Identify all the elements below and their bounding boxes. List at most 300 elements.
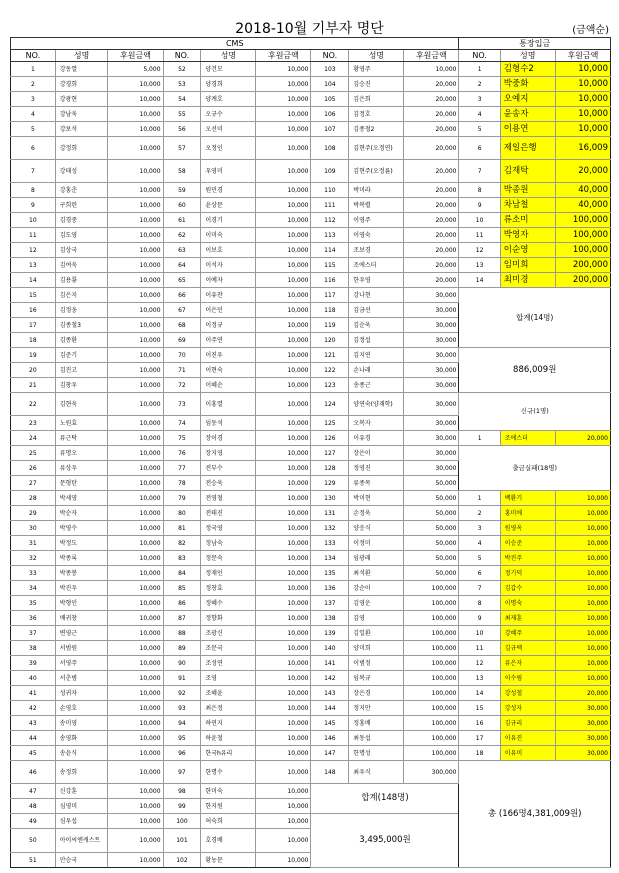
cms-row-no: 109	[311, 160, 349, 183]
bank-row-amount: 40,000	[555, 183, 610, 198]
cms-row-no: 134	[311, 551, 349, 566]
cms-row-name: 이석자	[201, 258, 256, 273]
withdrawal-row-no: 10	[459, 626, 500, 641]
cms-row-no: 76	[163, 446, 201, 461]
cms-row-amount: 50,000	[404, 476, 459, 491]
cms-row-name: 김금선	[349, 303, 404, 318]
cms-row-no: 45	[11, 746, 56, 761]
cms-row-amount: 10,000	[256, 566, 311, 581]
cms-row-amount: 50,000	[404, 551, 459, 566]
cms-row-name: 원민경	[201, 183, 256, 198]
cms-row-no: 2	[11, 77, 56, 92]
cms-row-name: 박종봉	[55, 566, 108, 581]
cms-row-amount: 50,000	[404, 491, 459, 506]
cms-row-name: 한국h유리	[201, 746, 256, 761]
column-header-no: NO.	[163, 50, 201, 62]
withdrawal-row-amount: 10,000	[555, 566, 610, 581]
cms-row-amount: 10,000	[108, 829, 163, 853]
cms-row-name: 황농문	[201, 853, 256, 868]
cms-row-no: 122	[311, 363, 349, 378]
cms-row-name: 변영근	[55, 626, 108, 641]
cms-row-name: 정창효	[201, 581, 256, 596]
cms-row-no: 82	[163, 536, 201, 551]
cms-row-amount: 10,000	[256, 829, 311, 853]
cms-row-amount: 10,000	[108, 378, 163, 393]
cms-row-no: 126	[311, 431, 349, 446]
cms-row-no: 49	[11, 814, 56, 829]
cms-row-amount: 10,000	[108, 581, 163, 596]
cms-row-name: 아이씨엔캐스트	[55, 829, 108, 853]
cms-row-no: 136	[311, 581, 349, 596]
cms-row-name: 한명성	[349, 746, 404, 761]
cms-row-amount: 10,000	[256, 137, 311, 160]
cms-row-no: 101	[163, 829, 201, 853]
cms-row-no: 28	[11, 491, 56, 506]
cms-row-amount: 10,000	[256, 626, 311, 641]
cms-row-amount: 100,000	[404, 716, 459, 731]
bank-row-no: 14	[459, 273, 500, 288]
cms-row-no: 64	[163, 258, 201, 273]
cms-row-name: 한명수	[201, 761, 256, 784]
cms-row-name: 김경중	[55, 213, 108, 228]
cms-row-name: 오복자	[349, 416, 404, 431]
withdrawal-row-name: 정기덕	[500, 566, 555, 581]
cms-row-amount: 10,000	[108, 318, 163, 333]
cms-row-amount: 10,000	[108, 521, 163, 536]
cms-row-amount: 10,000	[256, 551, 311, 566]
cms-row-no: 11	[11, 228, 56, 243]
cms-row-no: 100	[163, 814, 201, 829]
cms-row-name: 이홍열	[201, 393, 256, 416]
cms-row-amount: 100,000	[404, 626, 459, 641]
cms-row-name: 조문국	[201, 641, 256, 656]
cms-row-no: 30	[11, 521, 56, 536]
cms-row-name: 우영미	[201, 160, 256, 183]
cms-row-amount: 10,000	[256, 784, 311, 799]
bank-row-amount: 200,000	[555, 258, 610, 273]
cms-row-amount: 20,000	[404, 198, 459, 213]
cms-row-no: 40	[11, 671, 56, 686]
withdrawal-row-amount: 10,000	[555, 641, 610, 656]
cms-row-amount: 100,000	[404, 701, 459, 716]
cms-row-no: 48	[11, 799, 56, 814]
cms-row-amount: 10,000	[108, 611, 163, 626]
withdrawal-row-amount: 10,000	[555, 551, 610, 566]
cms-row-amount: 20,000	[404, 228, 459, 243]
cms-row-no: 10	[11, 213, 56, 228]
cms-row-amount: 10,000	[256, 416, 311, 431]
cms-row-amount: 10,000	[108, 228, 163, 243]
cms-row-name: 최은정	[201, 701, 256, 716]
cms-row-amount: 10,000	[108, 746, 163, 761]
grand-total: 총 (166명4,381,009원)	[459, 761, 611, 868]
bank-row-no: 1	[459, 62, 500, 77]
cms-row-amount: 10,000	[256, 716, 311, 731]
cms-row-amount: 10,000	[108, 243, 163, 258]
cms-row-name: 배귀창	[55, 611, 108, 626]
bank-row-name: 최미경	[500, 273, 555, 288]
cms-row-name: 김진고	[55, 363, 108, 378]
cms-row-amount: 10,000	[108, 716, 163, 731]
new-donor-amount: 20,000	[555, 431, 610, 446]
cms-row-no: 114	[311, 243, 349, 258]
cms-row-no: 123	[311, 378, 349, 393]
bank-row-amount: 16,009	[555, 137, 610, 160]
cms-row-amount: 10,000	[256, 536, 311, 551]
cms-row-amount: 10,000	[256, 107, 311, 122]
bank-row-amount: 100,000	[555, 243, 610, 258]
cms-row-no: 115	[311, 258, 349, 273]
cms-row-name: 전부수	[201, 461, 256, 476]
cms-row-name: 한우영	[349, 273, 404, 288]
cms-row-no: 92	[163, 686, 201, 701]
cms-row-no: 148	[311, 761, 349, 784]
cms-row-amount: 10,000	[108, 137, 163, 160]
cms-row-name: 정남숙	[201, 536, 256, 551]
cms-row-name: 최동섭	[349, 731, 404, 746]
cms-row-amount: 10,000	[108, 160, 163, 183]
cms-row-no: 86	[163, 596, 201, 611]
cms-row-amount: 10,000	[108, 536, 163, 551]
cms-row-name: 김은희	[349, 92, 404, 107]
cms-row-amount: 10,000	[108, 348, 163, 363]
cms-row-amount: 10,000	[108, 784, 163, 799]
cms-row-name: 장은경	[349, 686, 404, 701]
cms-row-name: 정국영	[201, 521, 256, 536]
cms-row-no: 77	[163, 461, 201, 476]
cms-row-name: 강정희	[55, 137, 108, 160]
cms-row-no: 19	[11, 348, 56, 363]
cms-row-name: 허숙희	[201, 814, 256, 829]
cms-row-amount: 10,000	[108, 363, 163, 378]
withdrawal-row-no: 6	[459, 566, 500, 581]
bank-row-name: 오예지	[500, 92, 555, 107]
cms-row-name: 강나현	[349, 288, 404, 303]
cms-row-name: 김일환	[349, 626, 404, 641]
cms-row-name: 양연숙(양재학)	[349, 393, 404, 416]
cms-row-no: 143	[311, 686, 349, 701]
cms-row-name: 강태성	[55, 160, 108, 183]
cms-row-amount: 10,000	[256, 476, 311, 491]
bank-row-no: 6	[459, 137, 500, 160]
cms-row-no: 141	[311, 656, 349, 671]
cms-row-name: 하윤철	[201, 731, 256, 746]
cms-row-amount: 10,000	[256, 160, 311, 183]
cms-row-no: 135	[311, 566, 349, 581]
column-header-amount: 후원금액	[256, 50, 311, 62]
cms-row-name: 박미현	[349, 491, 404, 506]
cms-row-amount: 10,000	[108, 446, 163, 461]
cms-row-name: 김영운	[349, 596, 404, 611]
cms-row-no: 29	[11, 506, 56, 521]
cms-row-no: 69	[163, 333, 201, 348]
withdrawal-row-name: 류은자	[500, 656, 555, 671]
cms-row-name: 박미라	[349, 183, 404, 198]
cms-row-amount: 10,000	[108, 77, 163, 92]
withdrawal-row-amount: 10,000	[555, 506, 610, 521]
cms-row-no: 74	[163, 416, 201, 431]
bank-row-amount: 100,000	[555, 228, 610, 243]
cms-row-no: 59	[163, 183, 201, 198]
bank-row-no: 12	[459, 243, 500, 258]
cms-row-name: 이범정	[349, 656, 404, 671]
cms-row-name: 오정인	[201, 137, 256, 160]
cms-row-name: 박세영	[55, 491, 108, 506]
cms-row-name: 강광현	[55, 92, 108, 107]
withdrawal-row-no: 5	[459, 551, 500, 566]
cms-row-no: 34	[11, 581, 56, 596]
cms-row-name: 류근탁	[55, 431, 108, 446]
cms-row-name: 양건모	[201, 62, 256, 77]
cms-row-name: 조광신	[201, 626, 256, 641]
cms-row-name: 김영	[349, 611, 404, 626]
cms-row-name: 정영진	[349, 461, 404, 476]
cms-row-amount: 10,000	[256, 491, 311, 506]
bank-row-amount: 40,000	[555, 198, 610, 213]
cms-row-no: 113	[311, 228, 349, 243]
cms-row-no: 8	[11, 183, 56, 198]
cms-row-no: 133	[311, 536, 349, 551]
cms-row-name: 임동석	[201, 416, 256, 431]
cms-row-amount: 10,000	[256, 686, 311, 701]
withdrawal-row-name: 김규리	[500, 716, 555, 731]
withdrawal-row-amount: 10,000	[555, 581, 610, 596]
cms-row-no: 41	[11, 686, 56, 701]
cms-row-no: 38	[11, 641, 56, 656]
cms-row-amount: 50,000	[404, 536, 459, 551]
bank-row-amount: 10,000	[555, 122, 610, 137]
cms-row-name: 심우섭	[55, 814, 108, 829]
cms-row-no: 17	[11, 318, 56, 333]
cms-row-no: 93	[163, 701, 201, 716]
bank-row-no: 11	[459, 228, 500, 243]
cms-row-no: 139	[311, 626, 349, 641]
cms-row-name: 윤상문	[201, 198, 256, 213]
cms-row-amount: 30,000	[404, 333, 459, 348]
cms-row-no: 42	[11, 701, 56, 716]
withdrawal-row-amount: 10,000	[555, 536, 610, 551]
bank-row-amount: 200,000	[555, 273, 610, 288]
cms-row-amount: 10,000	[256, 521, 311, 536]
cms-row-amount: 10,000	[108, 491, 163, 506]
cms-row-no: 50	[11, 829, 56, 853]
cms-row-amount: 10,000	[108, 461, 163, 476]
cms-row-name: 최우식	[349, 761, 404, 784]
cms-row-amount: 10,000	[108, 799, 163, 814]
cms-row-no: 88	[163, 626, 201, 641]
withdrawal-row-name: 원영옥	[500, 521, 555, 536]
column-header-name: 성명	[55, 50, 108, 62]
cms-row-no: 66	[163, 288, 201, 303]
cms-row-name: 심영미	[55, 799, 108, 814]
cms-row-amount: 5,000	[108, 62, 163, 77]
withdrawal-row-name: 이명숙	[500, 596, 555, 611]
cms-row-name: 김준기	[55, 348, 108, 363]
cms-row-name: 이은민	[201, 303, 256, 318]
cms-row-name: 송영화	[55, 731, 108, 746]
bank-row-name: 김재탁	[500, 160, 555, 183]
cms-row-amount: 10,000	[108, 393, 163, 416]
withdrawal-row-amount: 10,000	[555, 611, 610, 626]
cms-row-name: 임복규	[349, 671, 404, 686]
cms-row-amount: 10,000	[108, 198, 163, 213]
cms-row-amount: 20,000	[404, 137, 459, 160]
cms-row-no: 44	[11, 731, 56, 746]
cms-row-no: 51	[11, 853, 56, 868]
column-header-amount: 후원금액	[404, 50, 459, 62]
withdrawal-row-no: 9	[459, 611, 500, 626]
cms-row-amount: 10,000	[404, 62, 459, 77]
cms-row-name: 서영주	[55, 656, 108, 671]
cms-row-amount: 10,000	[256, 611, 311, 626]
cms-row-no: 58	[163, 160, 201, 183]
cms-row-amount: 10,000	[108, 92, 163, 107]
cms-row-no: 22	[11, 393, 56, 416]
cms-row-name: 김종철2	[349, 122, 404, 137]
cms-row-no: 81	[163, 521, 201, 536]
cms-row-amount: 10,000	[256, 318, 311, 333]
cms-row-no: 138	[311, 611, 349, 626]
bank-total-label: 합계(14명)	[459, 288, 611, 348]
cms-row-amount: 10,000	[256, 761, 311, 784]
cms-row-name: 이영주	[349, 213, 404, 228]
bank-row-no: 7	[459, 160, 500, 183]
cms-row-no: 55	[163, 107, 201, 122]
cms-row-no: 73	[163, 393, 201, 416]
bank-row-name: 제일은행	[500, 137, 555, 160]
cms-row-no: 20	[11, 363, 56, 378]
cms-row-name: 손정욱	[349, 506, 404, 521]
cms-row-amount: 10,000	[108, 431, 163, 446]
cms-row-name: 정지만	[349, 701, 404, 716]
withdrawal-row-no: 18	[459, 746, 500, 761]
cms-row-name: 류명오	[55, 446, 108, 461]
cms-row-name: 김현주(오정륜)	[349, 160, 404, 183]
bank-row-amount: 10,000	[555, 92, 610, 107]
withdrawal-row-name: 이수림	[500, 671, 555, 686]
cms-row-name: 김종환	[55, 333, 108, 348]
cms-row-name: 이진우	[201, 348, 256, 363]
cms-row-no: 14	[11, 273, 56, 288]
cms-row-amount: 30,000	[404, 348, 459, 363]
cms-row-amount: 10,000	[108, 273, 163, 288]
bank-row-amount: 100,000	[555, 213, 610, 228]
cms-row-name: 김용룡	[55, 273, 108, 288]
cms-row-name: 박정도	[55, 536, 108, 551]
cms-row-no: 124	[311, 393, 349, 416]
cms-row-amount: 10,000	[108, 107, 163, 122]
cms-row-no: 5	[11, 122, 56, 137]
cms-row-amount: 10,000	[108, 814, 163, 829]
cms-row-amount: 100,000	[404, 686, 459, 701]
cms-row-amount: 10,000	[256, 641, 311, 656]
cms-row-no: 90	[163, 656, 201, 671]
cms-row-no: 98	[163, 784, 201, 799]
cms-row-name: 강동열	[55, 62, 108, 77]
cms-row-amount: 10,000	[108, 853, 163, 868]
cms-row-no: 3	[11, 92, 56, 107]
withdrawal-row-no: 2	[459, 506, 500, 521]
cms-row-no: 105	[311, 92, 349, 107]
withdrawal-row-amount: 20,000	[555, 686, 610, 701]
bank-row-amount: 10,000	[555, 77, 610, 92]
withdrawal-row-no: 4	[459, 536, 500, 551]
cms-row-name: 박복렬	[349, 198, 404, 213]
cms-row-amount: 20,000	[404, 183, 459, 198]
cms-row-name: 손영호	[55, 701, 108, 716]
cms-row-no: 37	[11, 626, 56, 641]
bank-row-amount: 20,000	[555, 160, 610, 183]
cms-row-no: 1	[11, 62, 56, 77]
cms-row-name: 김상국	[55, 243, 108, 258]
cms-row-name: 강남욱	[55, 107, 108, 122]
withdrawal-row-name: 홍미애	[500, 506, 555, 521]
withdrawal-row-no: 15	[459, 701, 500, 716]
cms-row-name: 안승국	[55, 853, 108, 868]
cms-row-amount: 10,000	[108, 506, 163, 521]
cms-row-no: 27	[11, 476, 56, 491]
cms-row-name: 송윤식	[55, 746, 108, 761]
cms-row-no: 67	[163, 303, 201, 318]
bank-row-amount: 10,000	[555, 62, 610, 77]
cms-row-no: 121	[311, 348, 349, 363]
cms-row-amount: 10,000	[256, 288, 311, 303]
cms-row-amount: 10,000	[108, 551, 163, 566]
cms-row-name: 노원효	[55, 416, 108, 431]
cms-row-name: 양경희	[201, 77, 256, 92]
cms-row-no: 35	[11, 596, 56, 611]
cms-row-no: 119	[311, 318, 349, 333]
cms-row-no: 63	[163, 243, 201, 258]
cms-row-amount: 100,000	[404, 611, 459, 626]
cms-row-no: 62	[163, 228, 201, 243]
withdrawal-row-name: 김규택	[500, 641, 555, 656]
cms-row-name: 송종근	[349, 378, 404, 393]
cms-row-no: 33	[11, 566, 56, 581]
bank-row-name: 박영자	[500, 228, 555, 243]
cms-row-no: 116	[311, 273, 349, 288]
cms-row-name: 이혜순	[201, 378, 256, 393]
cms-row-name: 한지원	[201, 799, 256, 814]
cms-section-header: CMS	[11, 38, 459, 50]
cms-row-amount: 10,000	[256, 213, 311, 228]
cms-row-amount: 20,000	[404, 77, 459, 92]
cms-row-name: 김정호	[349, 107, 404, 122]
column-header-no: NO.	[11, 50, 56, 62]
column-header-name: 성명	[201, 50, 256, 62]
cms-row-no: 131	[311, 506, 349, 521]
cms-row-no: 71	[163, 363, 201, 378]
cms-row-name: 이미숙	[201, 228, 256, 243]
cms-row-no: 145	[311, 716, 349, 731]
cms-row-no: 142	[311, 671, 349, 686]
cms-row-name: 신강훈	[55, 784, 108, 799]
cms-row-no: 80	[163, 506, 201, 521]
cms-row-amount: 10,000	[256, 363, 311, 378]
cms-row-no: 4	[11, 107, 56, 122]
cms-row-no: 32	[11, 551, 56, 566]
cms-row-name: 장이경	[201, 431, 256, 446]
cms-row-no: 16	[11, 303, 56, 318]
bank-row-name: 김형수2	[500, 62, 555, 77]
cms-row-name: 김정섭	[349, 333, 404, 348]
cms-row-name: 하연지	[201, 716, 256, 731]
cms-row-amount: 10,000	[256, 461, 311, 476]
cms-row-amount: 10,000	[256, 348, 311, 363]
cms-row-no: 102	[163, 853, 201, 868]
cms-row-amount: 10,000	[256, 799, 311, 814]
bank-row-name: 차남철	[500, 198, 555, 213]
